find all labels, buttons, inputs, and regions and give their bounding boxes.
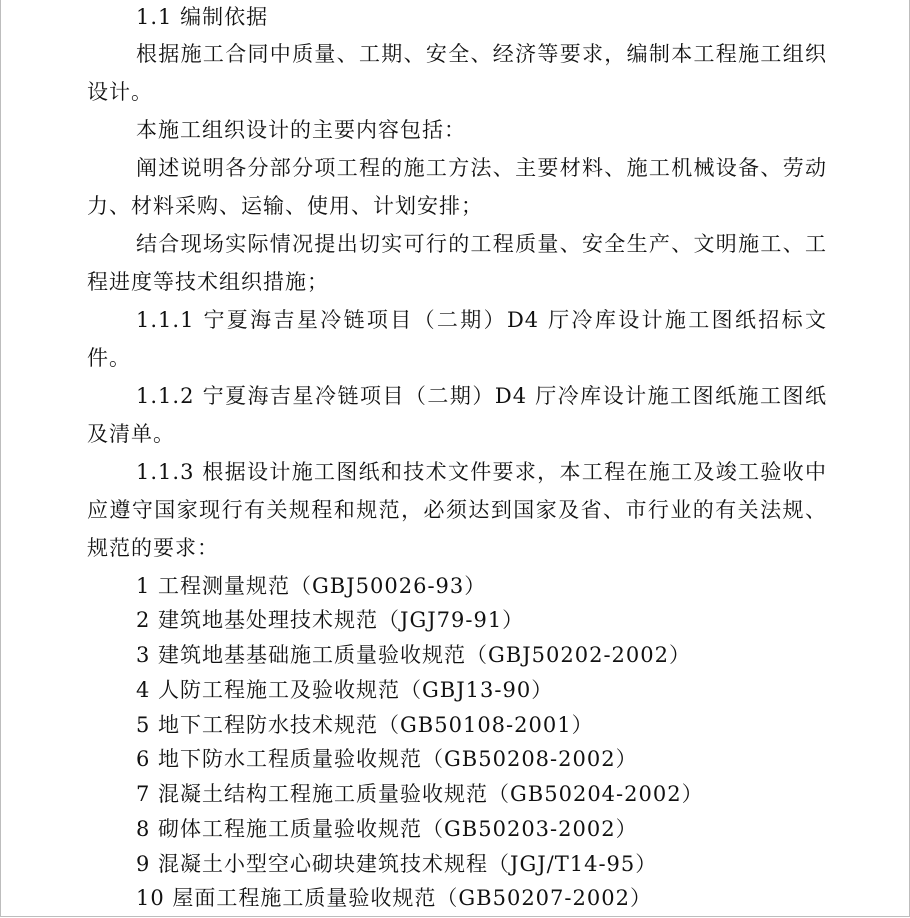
standard-item: 10 屋面工程施工质量验收规范（GB50207-2002）	[136, 886, 652, 910]
paragraph-1-1-2: 1.1.2 宁夏海吉星冷链项目（二期）D4 厅冷库设计施工图纸施工图纸及清单。	[87, 384, 827, 446]
standard-item: 9 混凝土小型空心砌块建筑技术规程（JGJ/T14-95）	[136, 852, 658, 876]
standard-item: 1 工程测量规范（GBJ50026-93）	[136, 574, 487, 598]
paragraph-1-1-1: 1.1.1 宁夏海吉星冷链项目（二期）D4 厅冷库设计施工图纸招标文件。	[87, 308, 827, 370]
paragraph-contents-intro: 本施工组织设计的主要内容包括：	[136, 118, 466, 142]
standard-item: 5 地下工程防水技术规范（GB50108-2001）	[136, 713, 594, 737]
standard-item: 4 人防工程施工及验收规范（GBJ13-90）	[136, 678, 554, 702]
standard-item: 3 建筑地基基础施工质量验收规范（GBJ50202-2002）	[136, 643, 692, 667]
paragraph-measures: 结合现场实际情况提出切实可行的工程质量、安全生产、文明施工、工程进度等技术组织措施；	[87, 232, 827, 294]
standard-item: 8 砌体工程施工质量验收规范（GB50203-2002）	[136, 817, 638, 841]
paragraph-methods: 阐述说明各分部分项工程的施工方法、主要材料、施工机械设备、劳动力、材料采购、运输、使用、计划安排；	[87, 156, 827, 218]
standard-item: 6 地下防水工程质量验收规范（GB50208-2002）	[136, 747, 638, 771]
paragraph-basis: 根据施工合同中质量、工期、安全、经济等要求，编制本工程施工组织设计。	[87, 42, 827, 104]
standard-item: 2 建筑地基处理技术规范（JGJ79-91）	[136, 608, 525, 632]
standard-item: 7 混凝土结构工程施工质量验收规范（GB50204-2002）	[136, 782, 704, 806]
paragraph-1-1-3: 1.1.3 根据设计施工图纸和技术文件要求，本工程在施工及竣工验收中应遵守国家现行有关规程和规范，必须达到国家及省、市行业的有关法规、规范的要求：	[87, 460, 827, 560]
section-heading: 1.1 编制依据	[136, 5, 269, 29]
